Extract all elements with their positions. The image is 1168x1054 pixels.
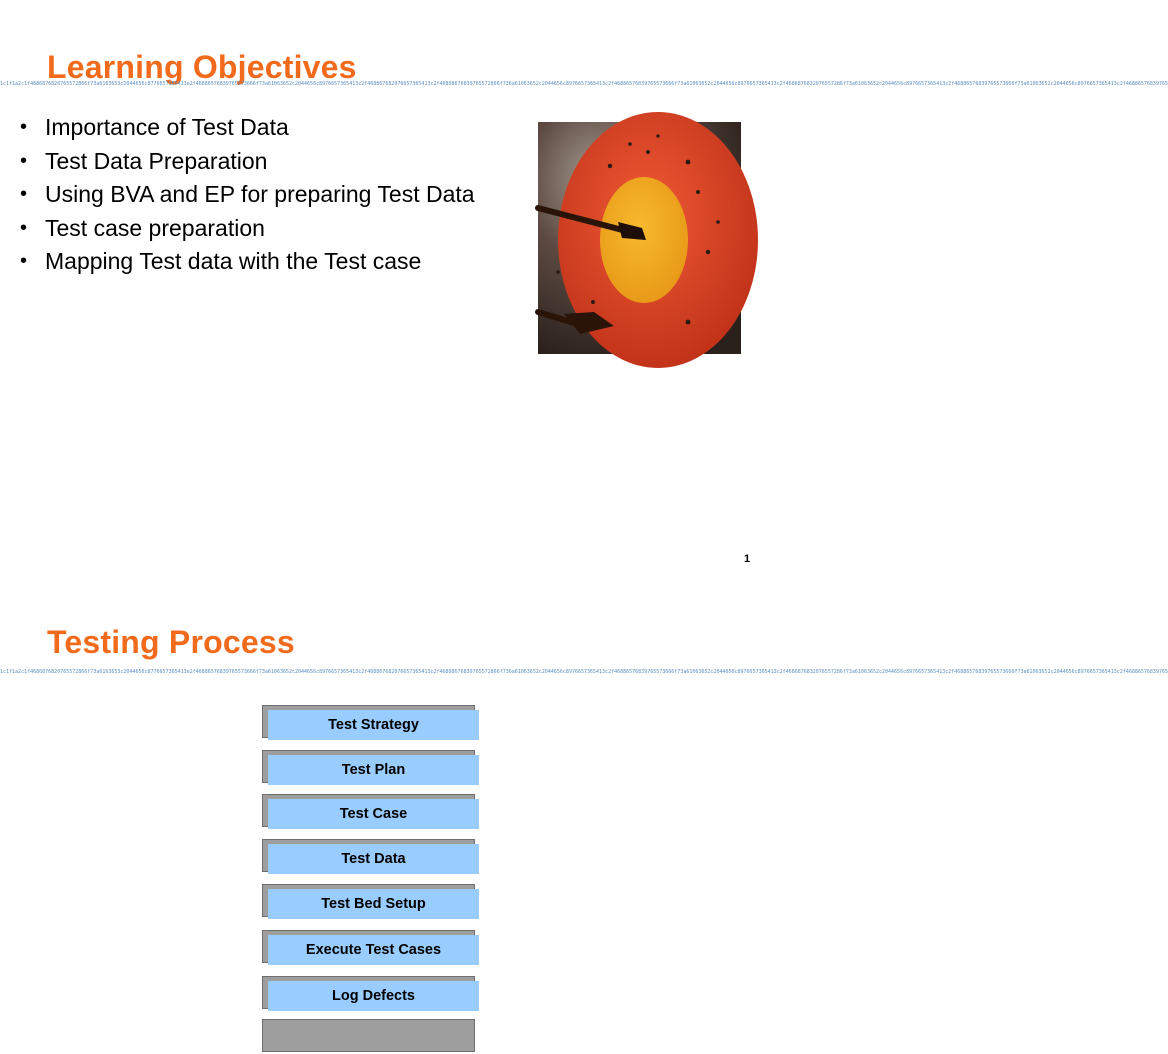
target-illustration [538, 122, 741, 354]
bullet-icon: • [20, 250, 28, 272]
slide-title: Learning Objectives [47, 49, 357, 85]
slide-title: Testing Process [47, 624, 295, 660]
flow-step-test-bed-setup: Test Bed Setup [262, 884, 479, 919]
bullet-icon: • [20, 183, 28, 205]
bullet-icon: • [20, 116, 28, 138]
dartboard-target-image [538, 122, 741, 354]
bullet-icon: • [20, 216, 28, 239]
page-number: 1 [744, 553, 751, 565]
list-item: • Test Data Preparation [20, 147, 268, 174]
decorative-divider: 1c1f1a2c1f4686876820765572866f73a6163653c2044656c8776657365413e2f46886576839765573666f73a61063652c2044656c8976657365413c2f468867682076657365413c2f46808676839765572866f736a61063652c2044656c8976657365413c2f46886576839765573666f73a61063652c2044656c8976657365413c2f4686876832076557286f73a61063652c2044656c8976657365413c2f46886576839765573666f73a61063652c2044656c8976657365413c2f46886576839765 [0, 669, 1168, 675]
decorative-divider: 1c1f1a2c1f4686876820765572866f73a6163653c2044656c8776657365413e2f46886576839765573666f73a61063652c2044656c8976657365413c2f468867682076657365413c2f46808676839765572866f736a61063652c2044656c8976657365413c2f46886576839765573666f73a61063652c2044656c8976657365413c2f4686876832076557286f73a61063652c2044656c8976657365413c2f46886576839765573666f73a61063652c2044656c8976657365413c2f46886576839765 [0, 81, 1168, 87]
flow-step-test-strategy: Test Strategy [262, 705, 479, 740]
flow-step-execute-test-cases: Execute Test Cases [262, 930, 479, 965]
flow-step-log-defects: Log Defects [262, 976, 479, 1011]
list-item: • Using BVA and EP for preparing Test Data [20, 181, 475, 207]
flow-step-test-plan: Test Plan [262, 750, 479, 785]
objectives-list [20, 113, 475, 281]
list-item: • Test case preparation [20, 214, 265, 241]
flow-step-test-case: Test Case [262, 794, 479, 829]
list-item: • Mapping Test data with the Test case [20, 248, 422, 274]
bullet-icon: • [20, 149, 28, 172]
flow-step-test-data: Test Data [262, 839, 479, 874]
flow-step-partial [262, 1019, 479, 1054]
list-item: • Importance of Test Data [20, 114, 289, 140]
